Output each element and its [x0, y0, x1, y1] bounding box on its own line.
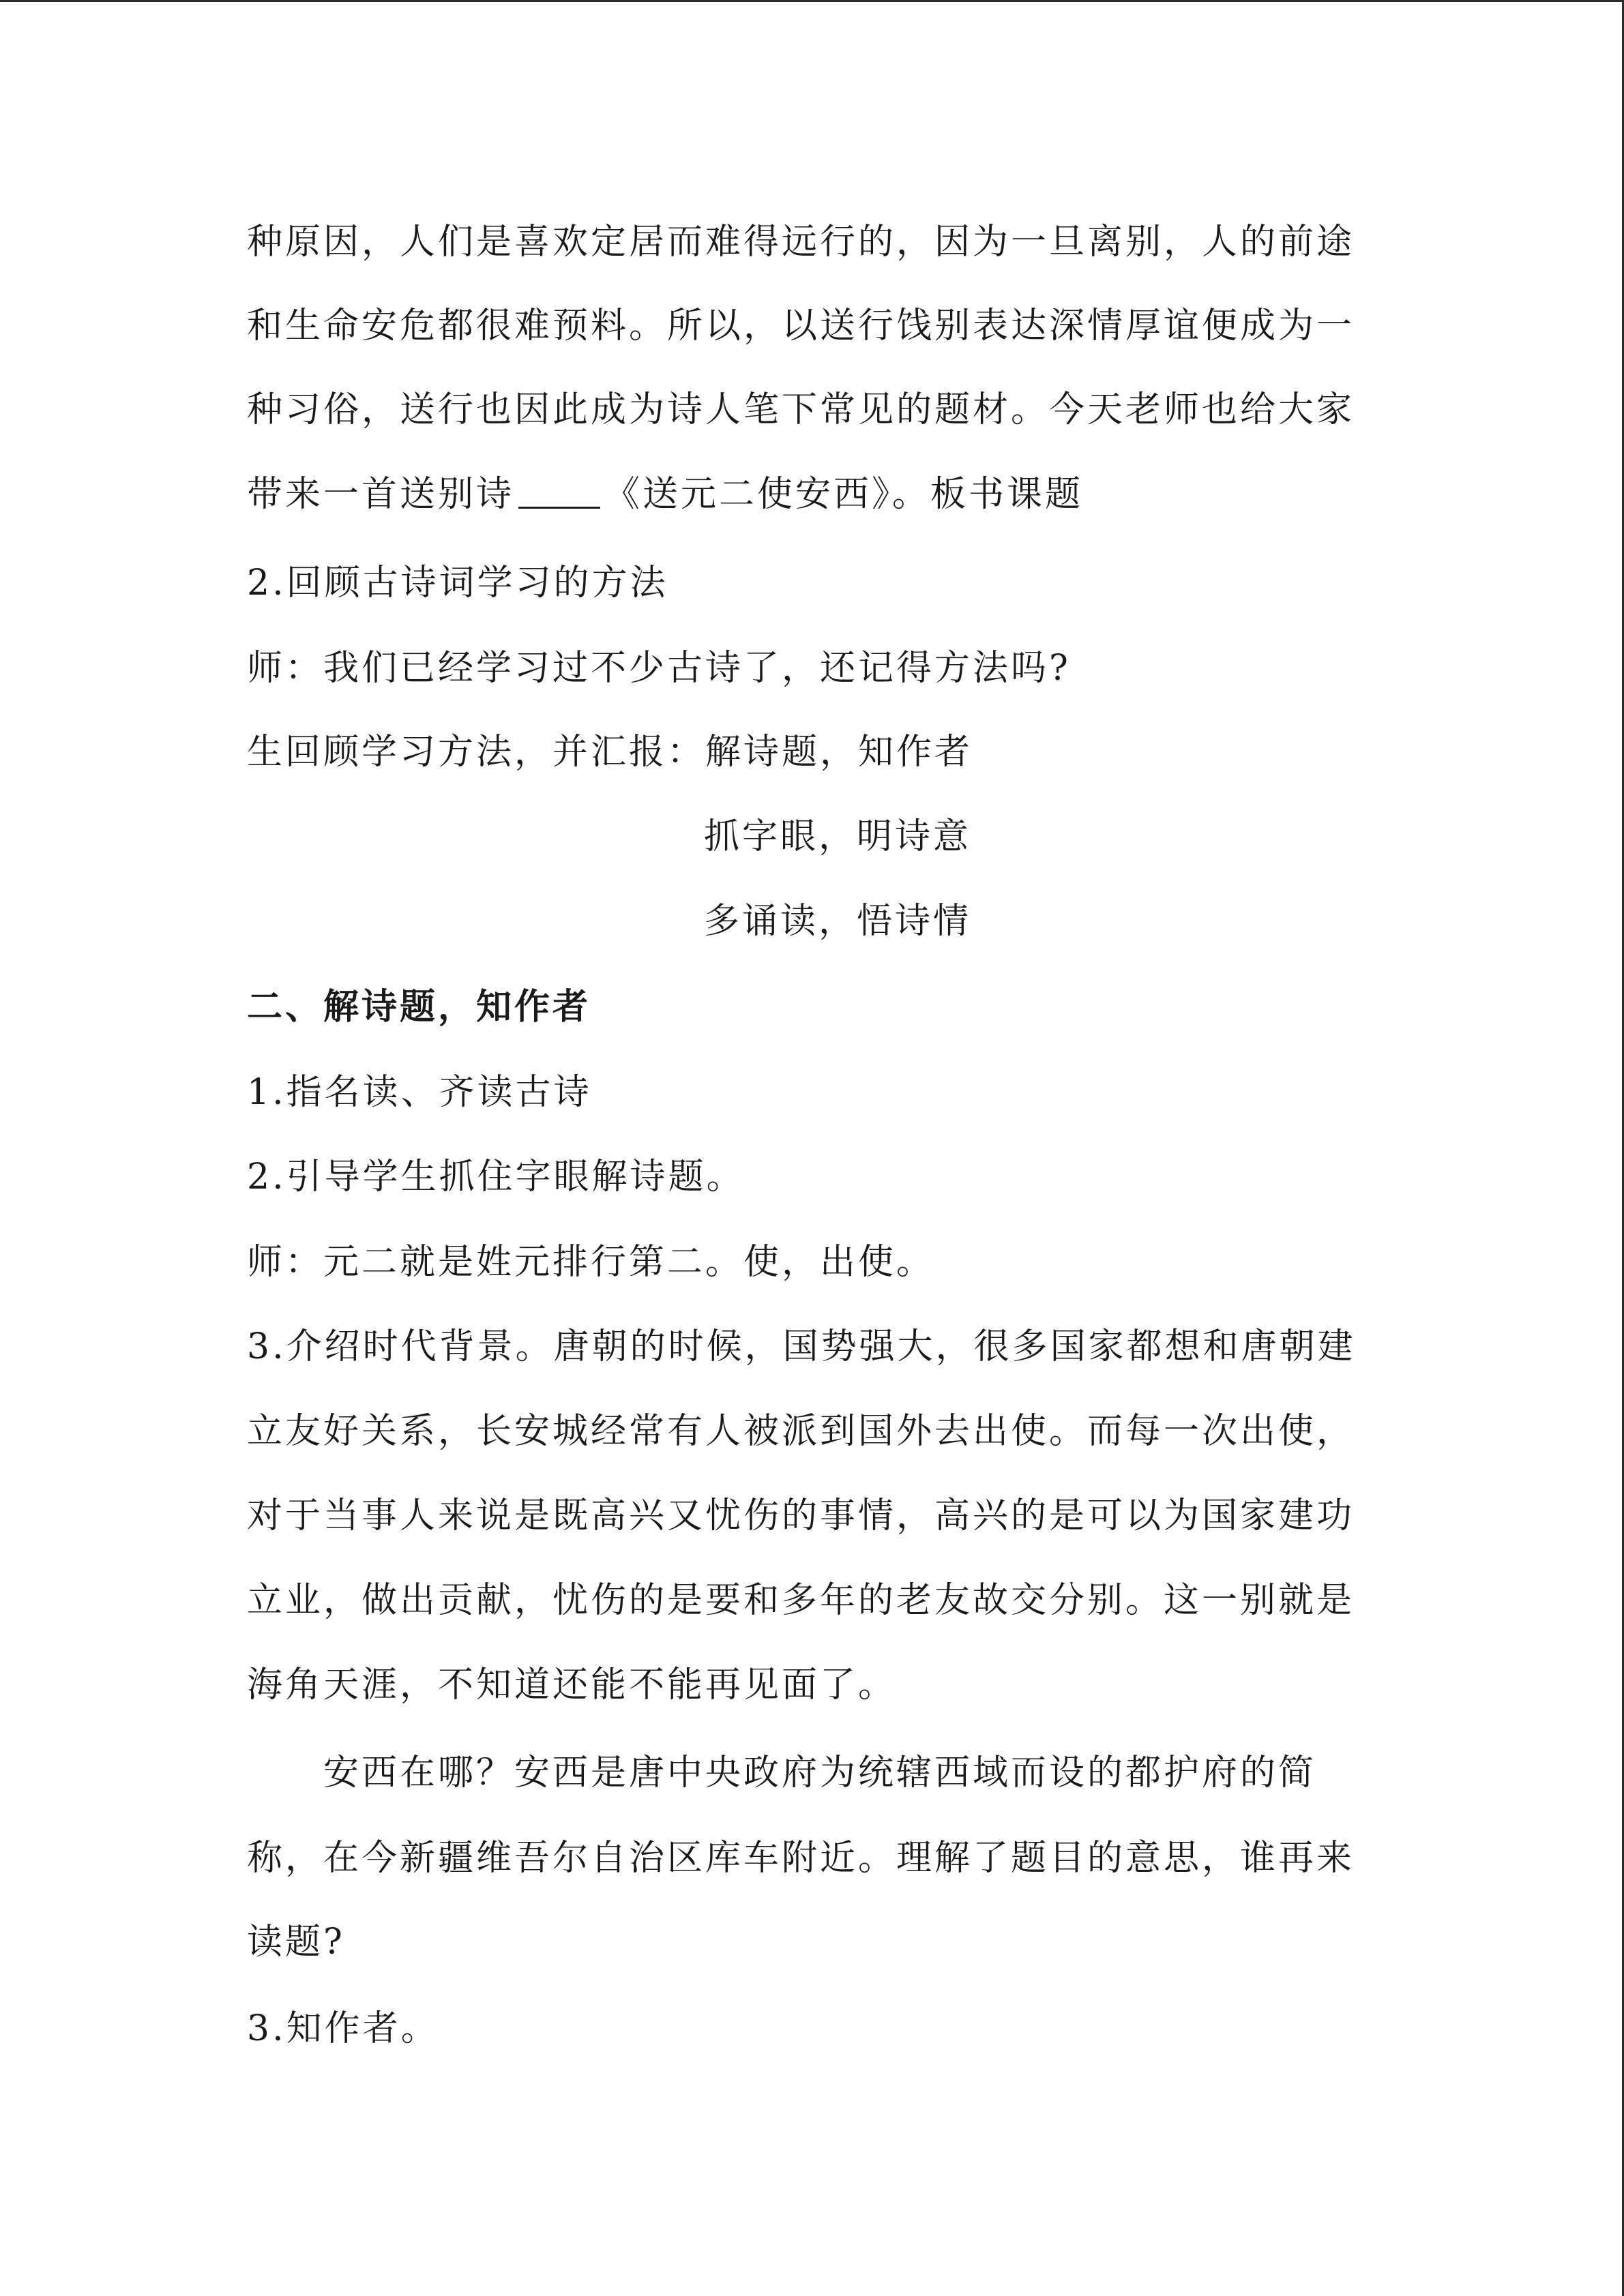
- background-line: 对于当事人来说是既高兴又忧伤的事情，高兴的是可以为国家建功: [247, 1495, 1355, 1536]
- step-item: 3.知作者。: [247, 2008, 439, 2049]
- paragraph-line: 种原因，人们是喜欢定居而难得远行的，因为一旦离别，人的前途: [247, 222, 1355, 263]
- paragraph-line: 种习俗，送行也因此成为诗人笔下常见的题材。今天老师也给大家: [247, 389, 1355, 430]
- line-text-before-blank: 带来一首送别诗: [247, 474, 515, 515]
- page-top-border: [0, 0, 1624, 2]
- anxi-paragraph-line: 读题?: [247, 1922, 345, 1963]
- background-line: 海角天涯，不知道还能不能再见面了。: [247, 1665, 897, 1705]
- student-report: 生回顾学习方法，并汇报：解诗题，知作者: [247, 732, 973, 773]
- anxi-paragraph-line: 安西在哪？安西是唐中央政府为统辖西域而设的都护府的简: [323, 1753, 1317, 1793]
- anxi-paragraph-line: 称，在今新疆维吾尔自治区库车附近。理解了题目的意思，谁再来: [247, 1838, 1355, 1879]
- method-item: 多诵读，悟诗情: [704, 901, 972, 942]
- paragraph-line-with-blank: [247, 464, 1083, 525]
- review-heading: 2.回顾古诗词学习的方法: [247, 563, 668, 603]
- background-line: 3.介绍时代背景。唐朝的时候，国势强大，很多国家都想和唐朝建: [247, 1326, 1356, 1367]
- section-heading: 二、解诗题，知作者: [247, 986, 591, 1028]
- method-item: 抓字眼，明诗意: [704, 816, 972, 857]
- teacher-question: 师：我们已经学习过不少古诗了，还记得方法吗?: [247, 648, 1071, 689]
- background-line: 立业，做出贡献，忧伤的是要和多年的老友故交分别。这一别就是: [247, 1580, 1355, 1621]
- paragraph-line: 和生命安危都很难预料。所以，以送行饯别表达深情厚谊便成为一: [247, 305, 1355, 346]
- fill-in-blank: [518, 471, 600, 509]
- step-item: 2.引导学生抓住字眼解诗题。: [247, 1157, 745, 1197]
- poem-title-text: 《送元二使安西》。板书课题: [604, 474, 1084, 515]
- background-line: 立友好关系，长安城经常有人被派到国外去出使。而每一次出使，: [247, 1411, 1355, 1452]
- step-item: 1.指名读、齐读古诗: [247, 1072, 592, 1113]
- teacher-explanation: 师：元二就是姓元排行第二。使，出使。: [247, 1242, 935, 1283]
